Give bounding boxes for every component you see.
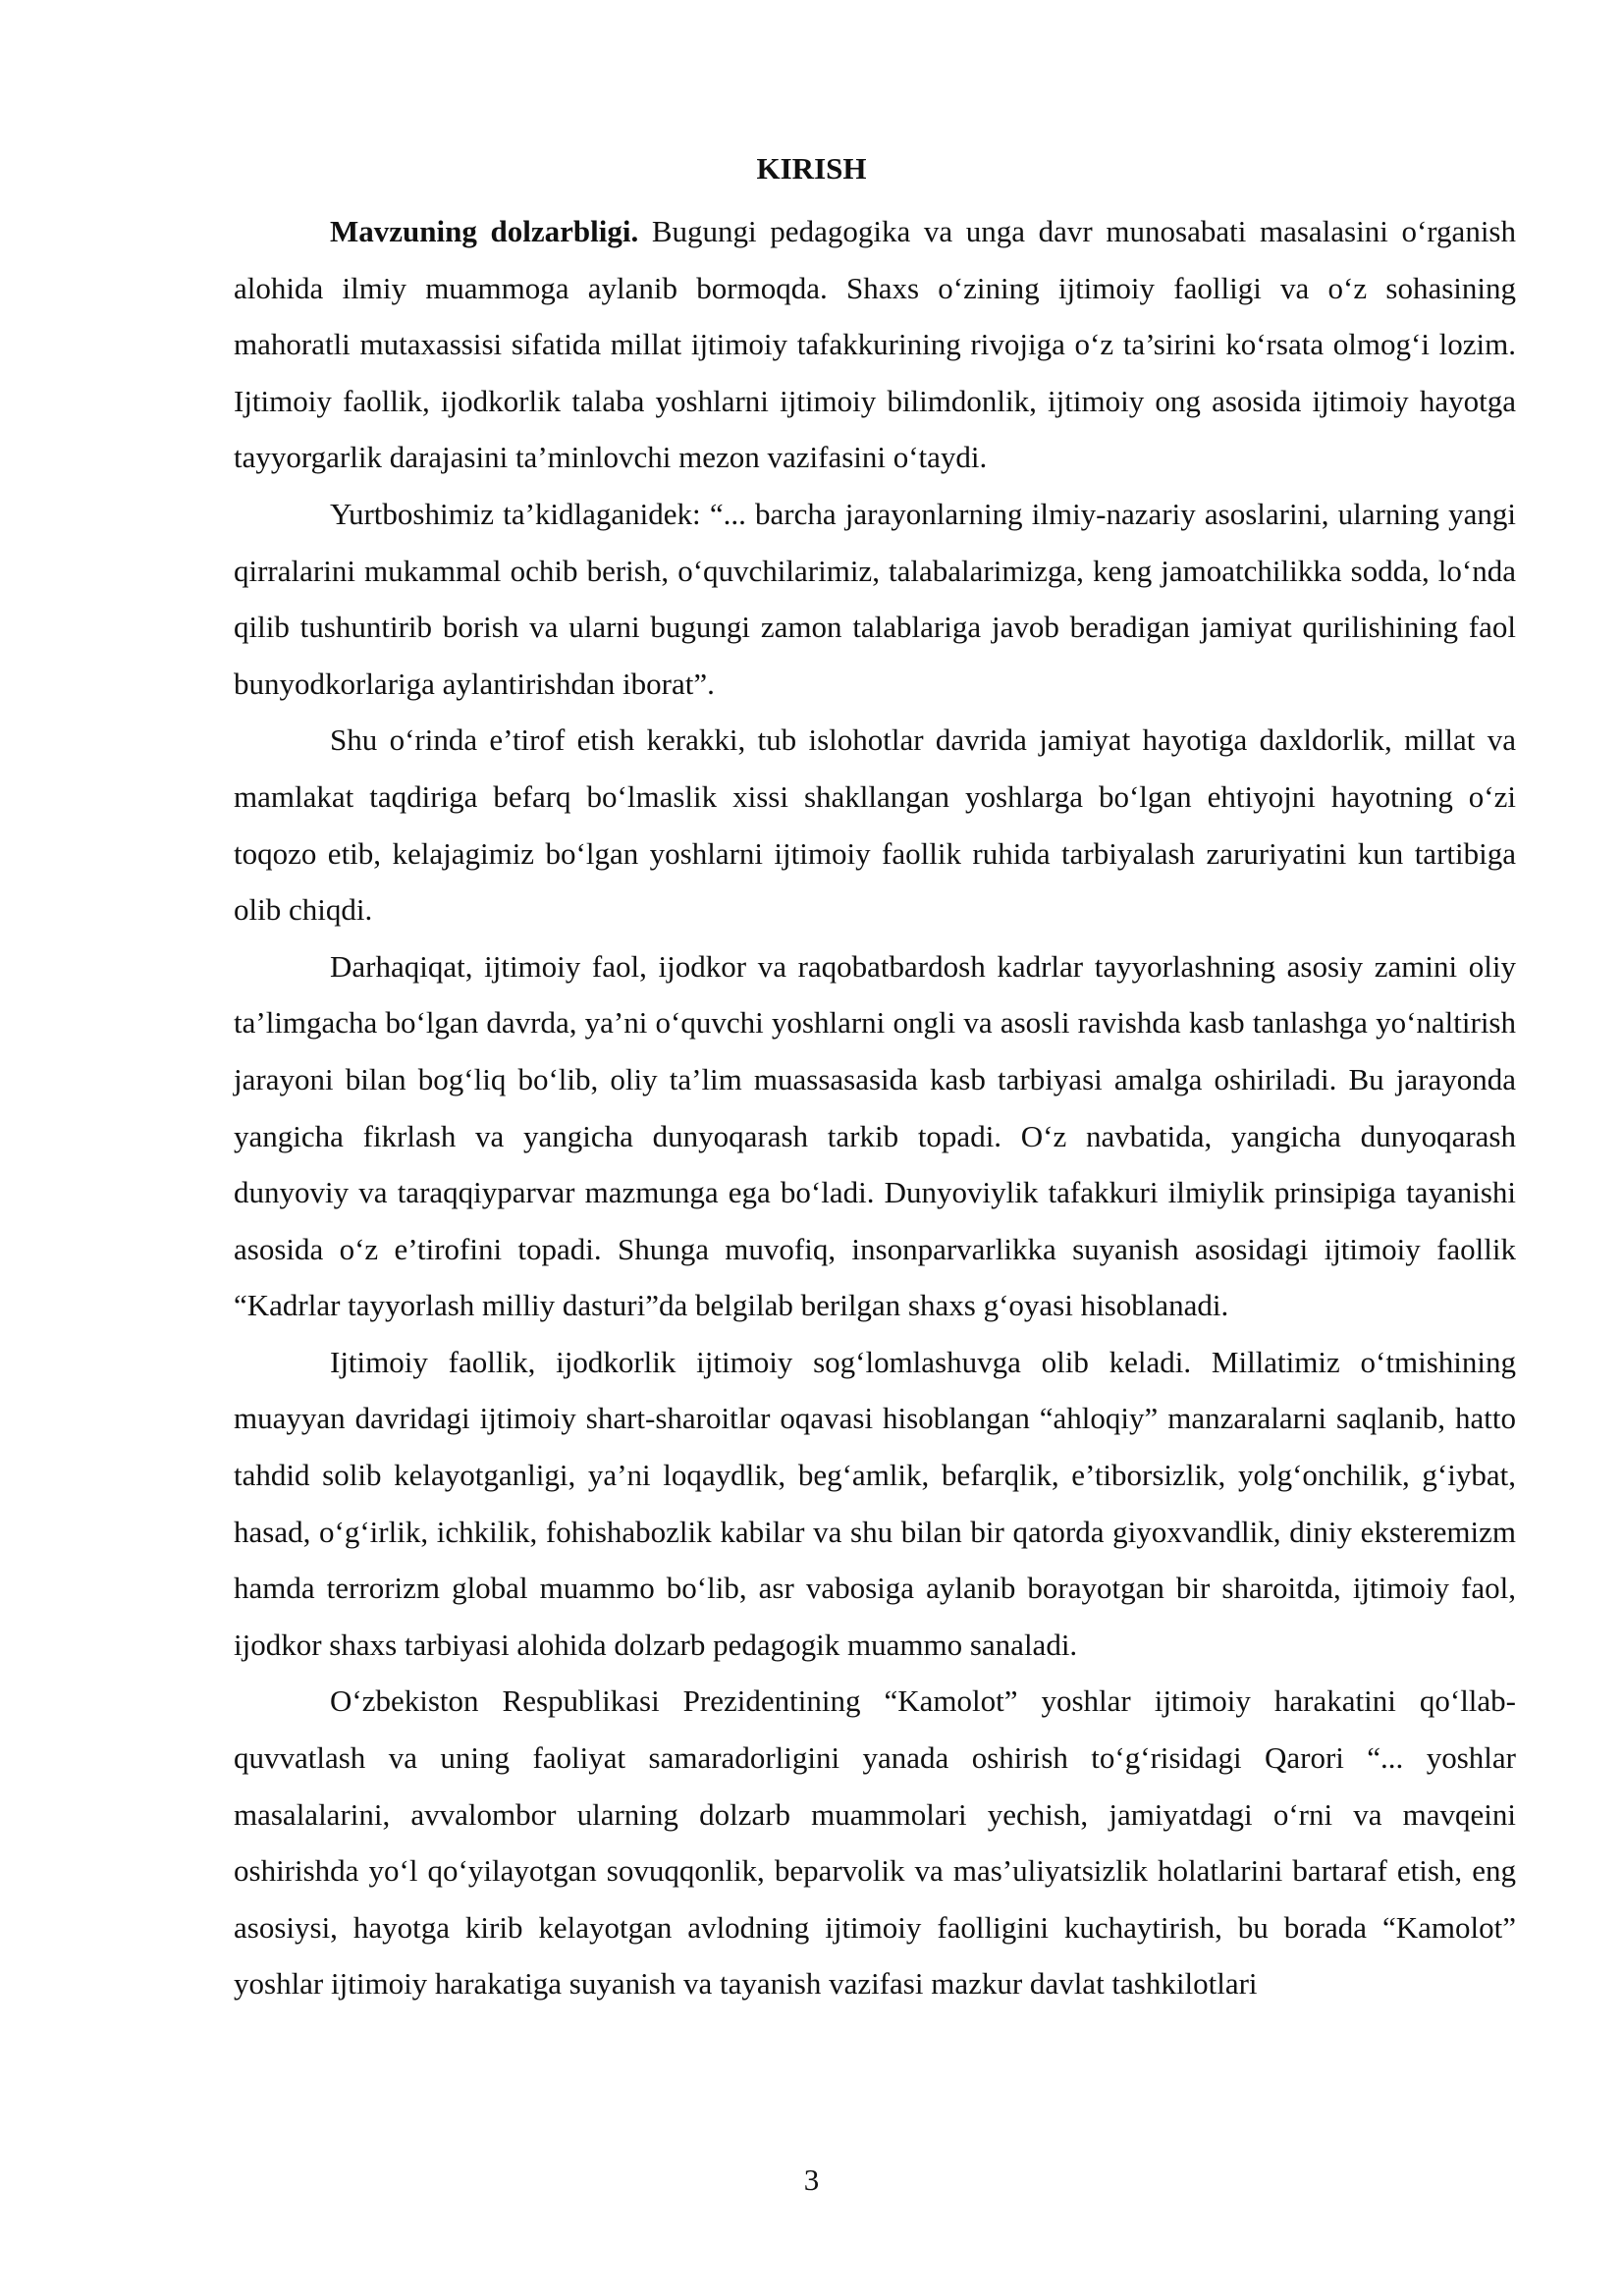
paragraph-social-activity: Ijtimoiy faollik, ijodkorlik ijtimoiy sog‘lomlashuvga olib keladi. Millatimiz o‘tmishining muayyan davridagi ijtimoiy shart-sharoitlar oqavasi hisoblangan “ahloqiy” manzaralarni saqlanib, hatto tahdid solib kelayotganligi, ya’ni loqaydlik, beg‘amlik, befarqlik, e’tiborsizlik, yolg‘onchilik, g‘iybat, hasad, o‘g‘irlik, ichkilik, fohishabozlik kabilar va shu bilan bir qatorda giyoxvandlik, diniy eksteremizm hamda terrorizm global muammo bo‘lib, asr vabosiga aylanib borayotgan bir sharoitda, ijtimoiy faol, ijodkor shaxs tarbiyasi alohida dolzarb pedagogik muammo sanaladi. [234, 1344, 1516, 1662]
section-heading: KIRISH [756, 151, 867, 186]
paragraph-reforms: Shu o‘rinda e’tirof etish kerakki, tub islohotlar davrida jamiyat hayotiga daxldorlik, millat va mamlakat taqdiriga befarq bo‘lmaslik xissi shakllangan yoshlarga bo‘lgan ehtiyojni hayotning o‘zi toqozo etib, kelajagimiz bo‘lgan yoshlarni ijtimoiy faollik ruhida tarbiyalash zaruriyatini kun tartibiga olib chiqdi. [234, 722, 1516, 928]
page-number: 3 [803, 2163, 820, 2197]
paragraph-president-quote: Yurtboshimiz ta’kidlaganidek: “... barcha jarayonlarning ilmiy-nazariy asoslarini, ularning yangi qirralarini mukammal ochib berish, o‘quvchilarimiz, talabalarimizga, keng jamoatchilikka sodda, lo‘nda qilib tushuntirib borish va ularni bugungi zamon talablariga javob beradigan jamiyat qurilishining faol bunyodkorlariga aylantirishdan iborat”. [234, 496, 1516, 701]
paragraph-relevance-text: Bugungi pedagogika va unga davr munosabati masalasini o‘rganish alohida ilmiy muammoga aylanib bormoqda. Shaxs o‘zining ijtimoiy faolligi va o‘z sohasining mahoratli mutaxassisi sifatida millat ijtimoiy tafakkurining rivojiga o‘z ta’sirini ko‘rsata olmog‘i lozim. Ijtimoiy faollik, ijodkorlik talaba yoshlarni ijtimoiy bilimdonlik, ijtimoiy ong asosida ijtimoiy hayotga tayyorgarlik darajasini ta’minlovchi mezon vazifasini o‘taydi. [234, 214, 1516, 475]
relevance-label: Mavzuning dolzarbligi. [330, 214, 639, 248]
paragraph-kamolot-decree: O‘zbekiston Respublikasi Prezidentining “Kamolot” yoshlar ijtimoiy harakatini qo‘llab-quvvatlash va uning faoliyat samaradorligini yanada oshirish to‘g‘risidagi Qarori “... yoshlar masalalarini, avvalombor ularning dolzarb muammolari yechish, jamiyatdagi o‘rni va mavqeini oshirishda yo‘l qo‘yilayotgan sovuqqonlik, beparvolik va mas’uliyatsizlik holatlarini bartaraf etish, eng asosiysi, hayotga kirib kelayotgan avlodning ijtimoiy faolligini kuchaytirish, bu borada “Kamolot” yoshlar ijtimoiy harakatiga suyanish va tayanish vazifasi mazkur davlat tashkilotlari [234, 1683, 1516, 2002]
paragraph-personnel-training: Darhaqiqat, ijtimoiy faol, ijodkor va raqobatbardosh kadrlar tayyorlashning asosiy zamini oliy ta’limgacha bo‘lgan davrda, ya’ni o‘quvchi yoshlarni ongli va asosli ravishda kasb tanlashga yo‘naltirish jarayoni bilan bog‘liq bo‘lib, oliy ta’lim muassasasida kasb tarbiyasi amalga oshiriladi. Bu jarayonda yangicha fikrlash va yangicha dunyoqarash tarkib topadi. O‘z navbatida, yangicha dunyoqarash dunyoviy va taraqqiyparvar mazmunga ega bo‘ladi. Dunyoviylik tafakkuri ilmiylik prinsipiga tayanishi asosida o‘z e’tirofini topadi. Shunga muvofiq, insonparvarlikka suyanish asosidagi ijtimoiy faollik “Kadrlar tayyorlash milliy dasturi”da belgilab berilgan shaxs g‘oyasi hisoblanadi. [234, 948, 1516, 1323]
body-text [234, 203, 1516, 2012]
paragraph-relevance [234, 203, 1516, 486]
